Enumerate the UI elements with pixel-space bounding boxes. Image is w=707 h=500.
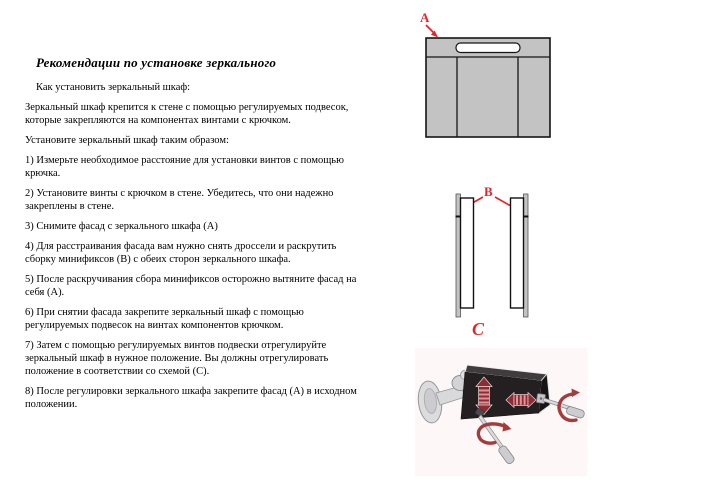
intro-line: Как установить зеркальный шкаф: bbox=[36, 82, 191, 93]
panel-face bbox=[511, 198, 524, 308]
diagram-side-panels bbox=[448, 183, 538, 340]
instruction-step: 1) Измерьте необходимое расстояние для установки винтов с помощью крючка. bbox=[25, 155, 344, 179]
label-c: C bbox=[472, 319, 485, 339]
instruction-step: 2) Установите винты с крючком в стене. Убедитесь, что они надежно закреплены в стене. bbox=[25, 188, 334, 212]
panel-face bbox=[461, 198, 474, 308]
subheading: Установите зеркальный шкаф таким образом: bbox=[25, 135, 229, 146]
cabinet-front-view bbox=[426, 38, 550, 137]
lead-paragraph: Зеркальный шкаф крепится к стене с помощью регулируемых подвесок, которые закрепляются на компонентах винтами с крючком. bbox=[25, 102, 349, 126]
cabinet-light-fixture bbox=[456, 43, 520, 53]
cabinet-box-3d bbox=[461, 365, 550, 419]
label-a: A bbox=[420, 10, 430, 25]
instruction-step: 7) Затем с помощью регулируемых винтов подвески отрегулируйте зеркальный шкаф в нужное положение. Вы должны отрегулировать положение в соответствии со схемой (С). bbox=[25, 340, 329, 377]
page-title: Рекомендации по установке зеркального bbox=[36, 55, 277, 70]
instruction-step: 3) Снимите фасад с зеркального шкафа (А) bbox=[25, 221, 218, 232]
instruction-step: 4) Для расстраивания фасада вам нужно снять дроссели и раскрутить сборку минификсов (В) с обеих сторон зеркального шкафа. bbox=[25, 241, 337, 265]
label-a-arrow-icon bbox=[426, 25, 438, 38]
instruction-text bbox=[25, 55, 366, 418]
side-panel-left bbox=[456, 194, 474, 317]
label-b: B bbox=[484, 184, 493, 199]
instruction-step: 5) После раскручивания сбора минификсов осторожно вытяните фасад на себя (А). bbox=[25, 274, 357, 298]
diagram-adjustment-illustration bbox=[415, 342, 603, 482]
diagram-cabinet-front bbox=[413, 5, 558, 145]
instruction-step: 8) После регулировки зеркального шкафа закрепите фасад (А) в исходном положении. bbox=[25, 386, 357, 410]
side-panel-right bbox=[511, 194, 529, 317]
instruction-step: 6) При снятии фасада закрепите зеркальный шкаф с помощью регулируемых подвесок на винтах компонентов крючком. bbox=[25, 307, 304, 331]
